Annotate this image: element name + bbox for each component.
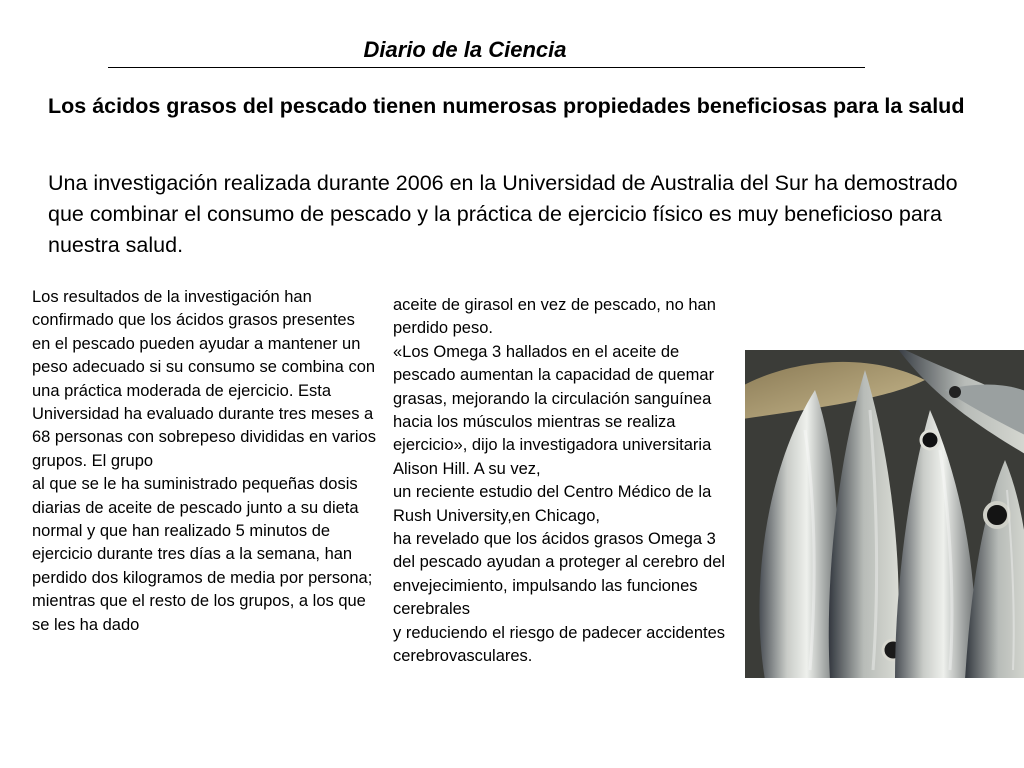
- column-mid-paragraph-1: aceite de girasol en vez de pescado, no han perdido peso.: [393, 296, 716, 338]
- fish-photo: [745, 350, 1024, 678]
- masthead-title: Diario de la Ciencia: [363, 37, 567, 62]
- column-mid-paragraph-2: «Los Omega 3 hallados en el aceite de pescado aumentan la capacidad de quemar grasas, mejorando la circulación sanguínea hacia los músculos mientras se realiza ejercicio», dijo la investigadora universitaria Alison Hill. A su vez,: [393, 342, 715, 478]
- column-mid-paragraph-5: y reduciendo el riesgo de padecer accidentes cerebrovasculares.: [393, 623, 726, 666]
- column-left-paragraph-2: al que se le ha suministrado pequeñas dosis diarias de aceite de pescado junto a su dieta normal y que han realizado 5 minutos de ejercicio durante tres días a la semana, han perdido dos kilogramos de media por persona; mientras que el resto de los grupos, a los que se les ha dado: [32, 475, 373, 634]
- masthead-divider: [108, 67, 865, 68]
- article-column-left: [32, 286, 377, 637]
- column-mid-paragraph-4: ha revelado que los ácidos grasos Omega 3 del pescado ayudan a proteger al cerebro del envejecimiento, impulsando las funciones cerebrales: [393, 530, 726, 619]
- article-headline: Los ácidos grasos del pescado tienen numerosas propiedades beneficiosas para la salud: [48, 94, 965, 118]
- article-lead: Una investigación realizada durante 2006 en la Universidad de Australia del Sur ha demostrado que combinar el consumo de pescado y la práctica de ejercicio físico es muy beneficioso para nuestra salud.: [48, 171, 958, 257]
- column-mid-paragraph-3: un reciente estudio del Centro Médico de la Rush University,en Chicago,: [393, 483, 712, 525]
- article-column-middle: [393, 294, 738, 669]
- column-left-paragraph-1: Los resultados de la investigación han confirmado que los ácidos grasos presentes en el pescado pueden ayudar a mantener un peso adecuado si su consumo se combina con una práctica moderada de ejercicio. Esta Universidad ha evaluado durante tres meses a 68 personas con sobrepeso divididas en varios grupos. El grupo: [32, 288, 376, 470]
